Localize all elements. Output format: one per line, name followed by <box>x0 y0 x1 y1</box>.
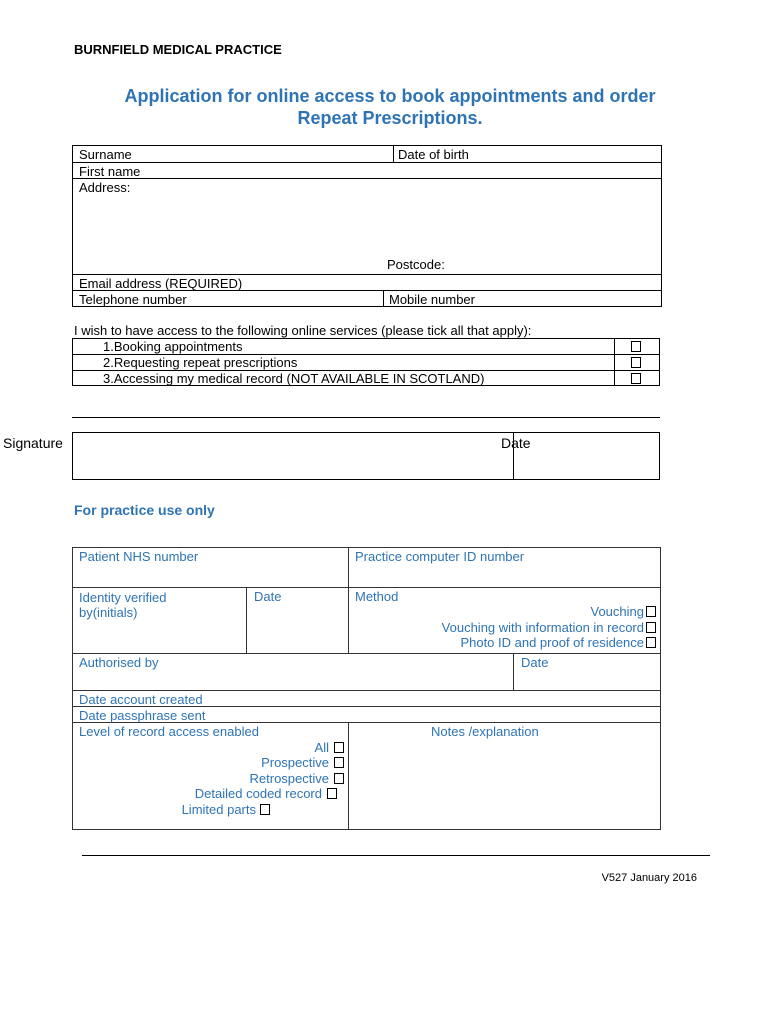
access-level-label: Level of record access enabled <box>79 724 259 739</box>
page-title <box>40 85 740 129</box>
method-vouching-record: Vouching with information in record <box>441 620 644 635</box>
passphrase-sent-field[interactable]: Date passphrase sent <box>79 708 206 723</box>
practice-use-heading: For practice use only <box>74 502 215 518</box>
nhs-number-field[interactable]: Patient NHS number <box>79 549 199 564</box>
address-field[interactable]: Address: <box>79 180 131 195</box>
surname-field[interactable]: Surname <box>79 147 132 162</box>
level-all-checkbox[interactable] <box>334 742 344 753</box>
services-intro: I wish to have access to the following online services (please tick all that apply): <box>74 323 532 338</box>
title-line-1: Application for online access to book appointments and order <box>124 86 656 106</box>
identity-line-2: by(initials) <box>79 605 138 620</box>
footer-divider <box>82 855 710 856</box>
vouching-checkbox[interactable] <box>646 606 656 617</box>
medical-record-checkbox[interactable] <box>631 373 641 384</box>
notes-label: Notes /explanation <box>431 724 539 739</box>
vouching-record-checkbox[interactable] <box>646 622 656 633</box>
identity-line-1: Identity verified <box>79 590 167 605</box>
level-limited-parts-checkbox[interactable] <box>260 804 270 815</box>
level-retrospective-checkbox[interactable] <box>334 773 344 784</box>
mobile-field[interactable]: Mobile number <box>389 292 475 307</box>
practice-name: BURNFIELD MEDICAL PRACTICE <box>74 42 282 57</box>
computer-id-field[interactable]: Practice computer ID number <box>355 549 525 564</box>
signature-label: Signature <box>3 435 63 451</box>
level-detailed-coded-checkbox[interactable] <box>327 788 337 799</box>
level-detailed-coded: Detailed coded record <box>194 786 322 801</box>
authorised-date-field[interactable]: Date <box>521 655 549 670</box>
identity-verified-label <box>79 590 166 620</box>
account-created-field[interactable]: Date account created <box>79 692 203 707</box>
signature-date-label: Date <box>501 435 531 451</box>
prescriptions-checkbox[interactable] <box>631 357 641 368</box>
email-field[interactable]: Email address (REQUIRED) <box>79 276 243 291</box>
authorised-by-field[interactable]: Authorised by <box>79 655 159 670</box>
method-photo-id: Photo ID and proof of residence <box>460 635 644 650</box>
booking-checkbox[interactable] <box>631 341 641 352</box>
service-booking: 1.Booking appointments <box>103 339 243 354</box>
photo-id-checkbox[interactable] <box>646 637 656 648</box>
level-prospective: Prospective <box>261 755 329 770</box>
telephone-field[interactable]: Telephone number <box>79 292 187 307</box>
first-name-field[interactable]: First name <box>79 164 141 179</box>
level-limited-parts: Limited parts <box>181 802 256 817</box>
level-retrospective: Retrospective <box>249 771 329 786</box>
method-label: Method <box>355 589 399 604</box>
service-prescriptions: 2.Requesting repeat prescriptions <box>103 355 298 370</box>
divider <box>72 417 660 418</box>
dob-field[interactable]: Date of birth <box>398 147 469 162</box>
service-medical-record: 3.Accessing my medical record (NOT AVAILABLE IN SCOTLAND) <box>103 371 485 386</box>
level-all: All <box>314 740 329 755</box>
title-line-2: Repeat Prescriptions. <box>297 108 483 128</box>
signature-box[interactable] <box>72 432 660 480</box>
version-label: V527 January 2016 <box>601 872 697 884</box>
method-vouching: Vouching <box>590 604 644 619</box>
postcode-field[interactable]: Postcode: <box>387 257 445 272</box>
verification-date-label: Date <box>254 589 282 604</box>
level-prospective-checkbox[interactable] <box>334 757 344 768</box>
